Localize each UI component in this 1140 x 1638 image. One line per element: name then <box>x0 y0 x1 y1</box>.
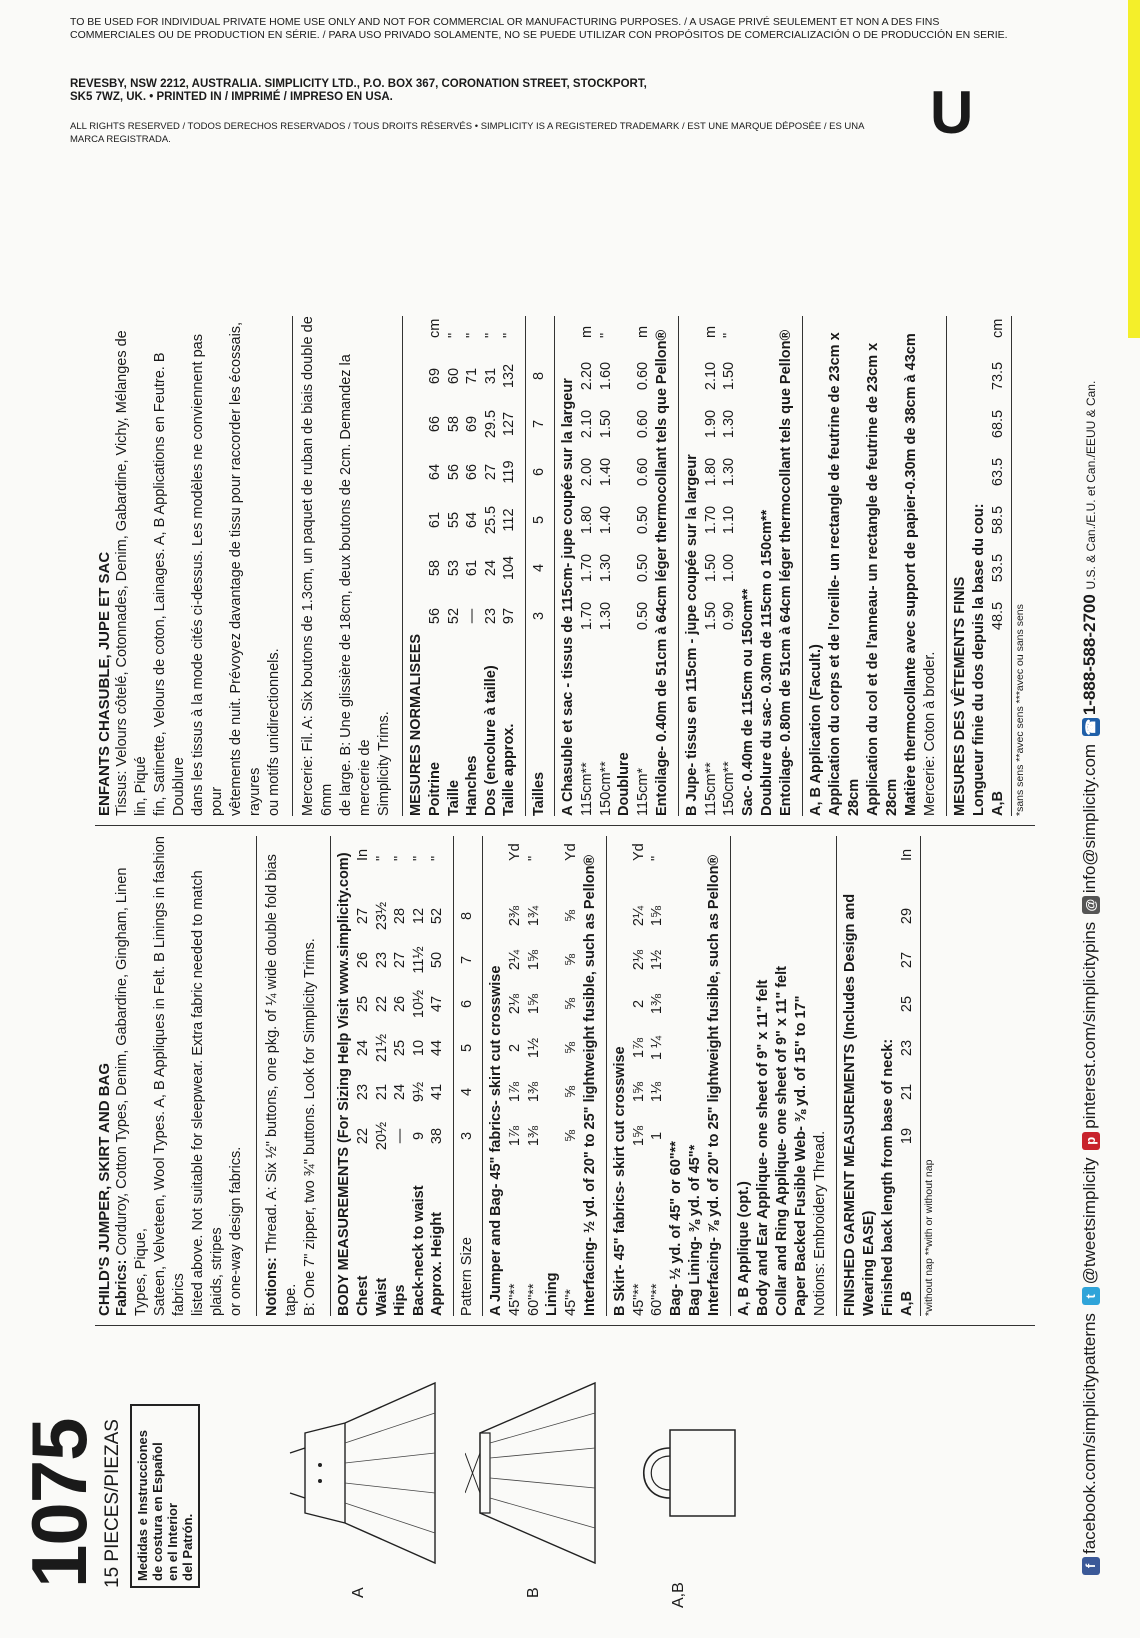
table-cell: 1.70 <box>579 553 595 583</box>
table-cell: 27 <box>355 907 371 925</box>
table-row <box>354 836 373 1316</box>
french-applique-line: Application du col et de l'anneau- un rectangle de feutrine de 23cm x 28cm <box>864 342 900 816</box>
row-label: 150cm** <box>597 761 614 816</box>
pattern-pieces: 15 PIECES/PIEZAS <box>102 1419 123 1588</box>
table-cell: 1.10 <box>721 505 737 535</box>
table-cell: 69 <box>464 415 480 433</box>
table-row <box>458 836 477 1316</box>
table-row <box>506 836 525 1316</box>
french-yardage-a-table <box>578 316 615 816</box>
unit-label: " <box>464 332 480 338</box>
spanish-instructions-note: Medidas e Instrucciones de costura en Español en el Interior del Patrón. <box>130 1404 200 1588</box>
unit-label: " <box>649 855 665 861</box>
jumper-sketch <box>285 1373 445 1573</box>
row-label: 45"* <box>563 1289 579 1316</box>
english-fabrics: Fabrics: Corduroy, Cotton Types, Denim, Gabardine, Gingham, Linen Types, Pique, Sateen, Velveteen, Wool Types. A, B Appliques in Felt. B Linings in fashion fabrics listed above. Not suitable for sleepwear. Extra fabric needed to match plaids, stripes or one-way design fabrics. <box>114 836 244 1316</box>
french-body-table <box>426 316 519 816</box>
table-cell: 2⅛ <box>507 993 523 1015</box>
table-cell: ⅝ <box>563 1085 579 1099</box>
pattern-number: 1075 <box>15 1418 103 1588</box>
table-cell: 0.50 <box>635 553 651 583</box>
unit-label: In <box>898 848 915 861</box>
table-cell: ⅝ <box>563 909 579 923</box>
table-row <box>482 316 501 816</box>
unit-label: cm <box>989 318 1006 338</box>
table-cell: 2.10 <box>579 409 595 439</box>
table-cell: 1.80 <box>579 505 595 535</box>
unit-label: Yd <box>563 843 579 861</box>
english-footnote: *without nap **with or without nap <box>923 1159 935 1316</box>
table-cell: 119 <box>501 460 517 484</box>
table-row <box>630 836 649 1316</box>
table-cell: 1½ <box>525 1037 542 1059</box>
table-cell: 73.5 <box>989 361 1006 391</box>
table-cell: 0.50 <box>635 601 651 631</box>
table-row <box>562 836 581 1316</box>
english-applique-line: Body and Ear Applique- one sheet of 9" x 11" felt <box>754 979 771 1316</box>
unit-label: " <box>392 855 408 861</box>
row-label: A,B <box>898 1291 915 1316</box>
table-row <box>445 316 464 816</box>
table-cell: 68.5 <box>989 409 1006 439</box>
table-cell: 4 <box>458 1087 475 1097</box>
table-cell: 26 <box>355 951 371 969</box>
table-cell: 19 <box>898 1127 915 1145</box>
row-label: 115cm** <box>702 762 719 816</box>
row-label: Taille <box>445 780 462 816</box>
phone-region: U.S. & Can./E.U. et Can./EEUU & Can. <box>1084 380 1098 590</box>
table-cell: 27 <box>392 951 408 969</box>
row-label: A,B <box>989 791 1006 816</box>
table-cell: 61 <box>427 511 443 529</box>
english-applique-line: Collar and Ring Applique- one sheet of 9" x 11" felt <box>773 966 790 1316</box>
row-label: 60"** <box>525 1283 542 1316</box>
table-cell: 48.5 <box>989 601 1006 631</box>
table-cell: 21½ <box>373 1033 390 1063</box>
table-cell: 63.5 <box>989 457 1006 487</box>
column-divider-middle <box>95 825 1035 826</box>
table-cell: 8 <box>458 911 475 921</box>
table-cell: 2⅛ <box>630 949 647 971</box>
table-cell: 1.70 <box>579 601 595 631</box>
table-cell: 1.80 <box>702 457 719 487</box>
table-cell: 58 <box>427 559 443 577</box>
english-yardage-a-title: A Jumper and Bag- 45" fabrics- skirt cut crosswise <box>488 965 504 1316</box>
table-cell: 132 <box>501 363 517 389</box>
table-cell: 6 <box>458 999 475 1009</box>
table-cell: 29 <box>898 907 915 925</box>
table-row <box>463 316 482 816</box>
table-cell: 0.60 <box>635 361 651 391</box>
table-cell: 25 <box>392 1039 408 1057</box>
table-cell: 1.30 <box>597 553 614 583</box>
view-label-b: B <box>525 1587 542 1598</box>
table-cell: 26 <box>392 995 408 1013</box>
table-cell: 0.50 <box>635 505 651 535</box>
pinterest-link[interactable]: pinterest.com/simplicitypins <box>1080 921 1099 1129</box>
table-cell: 31 <box>482 367 499 385</box>
table-cell: 60 <box>445 367 462 385</box>
table-cell: 58.5 <box>989 505 1006 535</box>
table-cell: 23 <box>898 1039 915 1057</box>
bag-sketch <box>630 1418 740 1528</box>
unit-label: " <box>373 855 390 861</box>
unit-label: m <box>702 325 719 338</box>
legal-notice: TO BE USED FOR INDIVIDUAL PRIVATE HOME USE ONLY AND NOT FOR COMMERCIAL OR MANUFACTURING PURPOSES. / A USAGE PRIVÉ SEULEMENT ET NON A DES FINS COMMERCIALES OU DE PRODUCTION EN SÉRIE. / PARA USO PRIVADO SOLAMENTE, NO SE PUEDE UTILIZAR CON PROPÓSITOS DE COMERCIALIZACIÓN O DE PRODUCCIÓN EN SERIE. <box>70 16 1008 41</box>
table-cell: 53 <box>445 559 462 577</box>
table-cell: 1 <box>649 1131 665 1141</box>
table-cell: 1⅝ <box>525 993 542 1015</box>
table-cell: 1.50 <box>721 361 737 391</box>
french-yardage-b-title: B Jupe- tissus en 115cm - jupe coupée sur la largeur <box>683 454 700 816</box>
table-cell: 23 <box>373 951 390 969</box>
row-label: Pattern Size <box>458 1237 475 1316</box>
english-body-title: BODY MEASUREMENTS (For Sizing Help Visit www.simplicity.com) <box>336 852 352 1316</box>
column-divider-left <box>95 1325 1035 1326</box>
table-cell: 2.10 <box>702 361 719 391</box>
row-label: Taille approx. <box>501 723 517 816</box>
english-applique-title: A, B Applique (opt.) <box>735 1181 752 1316</box>
unit-label: m <box>579 325 595 338</box>
unit-label: " <box>525 855 542 861</box>
row-label: Waist <box>373 1277 390 1316</box>
table-cell: 56 <box>427 607 443 625</box>
french-bag: Sac- 0.40m de 115cm ou 150cm** <box>739 588 756 816</box>
table-row <box>597 316 616 816</box>
table-cell: 24 <box>392 1083 408 1101</box>
french-title: ENFANTS CHASUBLE, JUPE ET SAC <box>96 551 113 816</box>
legal-address: REVESBY, NSW 2212, AUSTRALIA. SIMPLICITY LTD., P.O. BOX 367, CORONATION STREET, STOCKPORT, SK5 7WZ, UK. • PRINTED IN / IMPRIMÉ / IMPRESO EN USA. <box>70 78 647 103</box>
french-footnote: *sans sens **avec sens ***avec ou sans sens <box>1014 604 1026 816</box>
table-cell: 55 <box>445 511 462 529</box>
phone-icon: ☎ <box>1082 719 1098 736</box>
table-cell: 1.30 <box>597 601 614 631</box>
table-cell: 1⅛ <box>649 1081 665 1103</box>
table-cell: 69 <box>427 367 443 385</box>
table-cell: 2⅜ <box>507 905 523 927</box>
row-label: Dos (encolure à taille) <box>482 665 499 816</box>
table-cell: 0.60 <box>635 409 651 439</box>
french-applique-title: A, B Application (Facult.) <box>807 644 824 816</box>
row-label: 45"** <box>507 1283 523 1316</box>
table-cell: 1⅝ <box>630 1081 647 1103</box>
row-label: Back-neck to waist <box>410 1185 427 1316</box>
table-cell: 1 ¼ <box>649 1035 665 1061</box>
table-cell: 8 <box>530 371 547 381</box>
table-cell: 21 <box>373 1083 390 1101</box>
english-finished-title: FINISHED GARMENT MEASUREMENTS (Includes Design and Wearing EASE) <box>841 893 877 1316</box>
table-cell: 38 <box>429 1127 445 1145</box>
table-cell: 27 <box>482 463 499 481</box>
table-cell: 2.00 <box>579 457 595 487</box>
table-cell: 1.40 <box>597 457 614 487</box>
table-cell: 2¼ <box>630 905 647 927</box>
table-cell: 1⅜ <box>525 1125 542 1147</box>
table-cell: 52 <box>429 907 445 925</box>
table-cell: 7 <box>530 419 547 429</box>
table-cell: 44 <box>429 1039 445 1057</box>
table-cell: 6 <box>530 467 547 477</box>
table-cell: 1⅝ <box>525 949 542 971</box>
table-cell: 22 <box>373 995 390 1013</box>
table-row <box>720 316 739 816</box>
table-cell: 25 <box>355 995 371 1013</box>
table-cell: 1⅞ <box>507 1125 523 1147</box>
unit-label: " <box>410 855 427 861</box>
french-finished-subtitle: Longueur finie du dos depuis la base du cou: <box>970 503 987 816</box>
table-cell: 2.20 <box>579 361 595 391</box>
unit-label: " <box>721 332 737 338</box>
english-applique-line: Notions: Embroidery Thread. <box>811 1130 828 1316</box>
unit-label: " <box>597 332 614 338</box>
row-label: Poitrine <box>427 762 443 816</box>
english-bag-lining: Bag Lining- ⅜ yd. of 45"* <box>686 1144 703 1316</box>
legal-rights: ALL RIGHTS RESERVED / TODOS DERECHOS RESERVADOS / TOUS DROITS RÉSERVÉS • SIMPLICITY IS A REGISTERED TRADEMARK / EST UNE MARQUE DÉPOSÉE / ES UNA MARCA REGISTRADA. <box>70 121 864 145</box>
table-cell: 24 <box>355 1039 371 1057</box>
table-cell: 5 <box>458 1043 475 1053</box>
unit-label: Yd <box>507 843 523 861</box>
table-cell: 23 <box>482 607 499 625</box>
english-body-table <box>354 836 447 1316</box>
table-row <box>410 836 429 1316</box>
english-size-row <box>458 836 477 1316</box>
english-notions: Notions: Thread. A: Six ½" buttons, one pkg. of ¼ wide double fold bias tape. B: One 7" zipper, two ¾" buttons. Look for Simplicity Trims. <box>264 854 318 1316</box>
table-cell: 12 <box>410 907 427 925</box>
table-cell: 53.5 <box>989 553 1006 583</box>
table-cell: ⅝ <box>563 1129 579 1143</box>
table-cell: 21 <box>898 1083 915 1101</box>
unit-label: Yd <box>630 843 647 861</box>
table-cell: 58 <box>445 415 462 433</box>
table-cell: 1.30 <box>721 409 737 439</box>
row-label: 115cm* <box>635 767 651 816</box>
english-finished-subtitle: Finished back length from base of neck: <box>879 1038 896 1316</box>
table-cell: 64 <box>464 511 480 529</box>
facebook-icon: f <box>1082 1557 1100 1575</box>
unit-label: " <box>482 332 499 338</box>
table-cell: 1.50 <box>702 553 719 583</box>
pinterest-icon: p <box>1082 1132 1100 1150</box>
email-link[interactable]: info@simplicity.com <box>1080 743 1099 894</box>
table-cell: 10½ <box>410 989 427 1019</box>
table-cell: 1.40 <box>597 505 614 535</box>
table-cell: 29.5 <box>482 409 499 439</box>
table-row <box>898 836 917 1316</box>
table-row <box>578 316 597 816</box>
table-cell: 41 <box>429 1083 445 1101</box>
table-row <box>702 316 721 816</box>
french-finished-table <box>989 316 1008 816</box>
french-mercerie: Mercerie: Fil. A: Six boutons de 1.3cm, un paquet de ruban de biais double de 6mm de large. B: Une glissière de 18cm, deux boutons de 2cm. Demandez la mercerie de Simplicity Trims. <box>300 316 392 816</box>
social-links <box>1080 381 1100 1578</box>
email-icon: @ <box>1082 896 1100 914</box>
french-interfacing-b: Entoilage- 0.80m de 51cm à 64cm léger thermocollant tels que Pellon® <box>777 329 794 816</box>
table-row <box>634 316 653 816</box>
english-yardage-b-table <box>630 836 667 1316</box>
table-cell: 47 <box>429 995 445 1013</box>
table-cell: 0.90 <box>721 601 737 631</box>
table-cell: 71 <box>464 367 480 385</box>
table-cell: ⅝ <box>563 997 579 1011</box>
table-cell: 9 <box>410 1131 427 1141</box>
table-cell: 50 <box>429 951 445 969</box>
row-label: 115cm** <box>579 762 595 816</box>
phone-number: 1-888-588-2700 <box>1080 594 1099 716</box>
table-cell: 7 <box>458 955 475 965</box>
pattern-header-column <box>15 1328 1020 1608</box>
table-cell: 5 <box>530 515 547 525</box>
unit-label: cm <box>427 318 443 338</box>
row-label: Hanches <box>464 755 480 816</box>
table-cell: 1⅞ <box>630 1037 647 1059</box>
french-applique-line: Application du corps et de l'oreille- un rectangle de feutrine de 23cm x 28cm <box>826 332 862 816</box>
english-yardage-b-title: B Skirt- 45" fabrics- skirt cut crosswise <box>611 1046 628 1316</box>
table-row <box>648 836 667 1316</box>
unit-label: m <box>635 325 651 338</box>
table-cell: 28 <box>392 907 408 925</box>
table-row <box>426 316 445 816</box>
table-cell: 2¼ <box>507 949 523 971</box>
table-cell: 20½ <box>373 1121 390 1151</box>
french-lining-label: Doublure <box>616 752 632 816</box>
row-label: 60"** <box>649 1283 665 1316</box>
table-cell: 24 <box>482 559 499 577</box>
table-cell: 66 <box>427 415 443 433</box>
table-cell: 66 <box>464 463 480 481</box>
legal-block <box>60 8 1060 178</box>
english-lining-label: Lining <box>544 1272 560 1316</box>
french-applique-line: Matière thermocollante avec support de papier-0.30m de 38cm à 43cm <box>902 333 919 816</box>
french-tissus: Tissus: Velours côtelé, Cotonnades, Denim, Gabardine, Vichy, Mélanges de lin, Piqué fin, Satinette, Velours de coton, Lainages. A, B Applications en Feutre. B Doublure dans les tissus à la mode cités ci-dessus. Les modèles ne conviennent pas pour vêtements de nuit. Prévoyez davantage de tissu pour raccorder les écossais, rayures ou motifs unidirectionnels. <box>114 321 282 816</box>
table-cell: 25.5 <box>482 505 499 535</box>
table-cell: 9½ <box>410 1081 427 1103</box>
table-cell: 56 <box>445 463 462 481</box>
table-row <box>391 836 410 1316</box>
table-cell: 23 <box>355 1083 371 1101</box>
french-yardage-b-table <box>702 316 739 816</box>
french-applique-line: Mercerie: Coton à broder. <box>921 651 938 816</box>
table-cell: 1⅝ <box>630 1125 647 1147</box>
view-label-ab: A,B <box>670 1582 687 1608</box>
english-interfacing-a: Interfacing- ½ yd. of 20" to 25" lightweight fusible, such as Pellon® <box>581 854 598 1316</box>
french-section <box>96 316 1026 816</box>
table-cell: 112 <box>501 508 517 532</box>
table-cell: 25 <box>898 995 915 1013</box>
table-cell: 1¾ <box>525 905 542 927</box>
row-label: Chest <box>355 1275 371 1316</box>
table-row <box>530 316 549 816</box>
table-row <box>989 316 1008 816</box>
row-label: Tailles <box>530 771 547 816</box>
unit-label: " <box>501 332 517 338</box>
table-row <box>428 836 447 1316</box>
table-cell: 3 <box>458 1131 475 1141</box>
table-cell: 4 <box>530 563 547 573</box>
table-cell: 52 <box>445 607 462 625</box>
table-cell: 1.50 <box>702 601 719 631</box>
table-cell: 1.90 <box>702 409 719 439</box>
french-lining-table <box>634 316 653 816</box>
table-cell: — <box>464 608 480 624</box>
french-interfacing-a: Entoilage- 0.40m de 51cm à 64cm léger thermocollant tels que Pellon® <box>653 329 670 816</box>
row-label: Hips <box>392 1284 408 1316</box>
simplicity-logo-icon: U <box>930 79 974 146</box>
table-cell: 10 <box>410 1039 427 1057</box>
english-lining-table <box>562 836 581 1316</box>
table-cell: 1⅜ <box>525 1081 542 1103</box>
table-row <box>373 836 392 1316</box>
table-cell: 64 <box>427 463 443 481</box>
table-row <box>525 836 544 1316</box>
table-cell: 1⅜ <box>649 993 665 1015</box>
row-label: 150cm** <box>721 761 737 816</box>
table-cell: 27 <box>898 951 915 969</box>
english-finished-table <box>898 836 917 1316</box>
table-cell: 11½ <box>410 946 427 974</box>
table-cell: 22 <box>355 1127 371 1145</box>
facebook-link[interactable]: facebook.com/simplicitypatterns <box>1080 1313 1099 1554</box>
table-cell: 23½ <box>373 901 390 931</box>
table-cell: 3 <box>530 611 547 621</box>
table-cell: 2 <box>507 1043 523 1053</box>
table-cell: 61 <box>464 559 480 577</box>
english-yardage-a-table <box>506 836 543 1316</box>
english-bag: Bag- ½ yd. of 45" or 60"** <box>667 1141 684 1316</box>
table-cell: ⅝ <box>563 1041 579 1055</box>
english-section <box>96 836 935 1316</box>
table-cell: 2 <box>630 999 647 1009</box>
french-bag-lining: Doublure du sac- 0.30m de 115cm o 150cm** <box>758 509 775 816</box>
english-interfacing-b: Interfacing- ⅞ yd. of 20" to 25" lightweight fusible, such as Pellon® <box>705 854 722 1316</box>
table-cell: 1.50 <box>597 409 614 439</box>
french-mesures-title: MESURES NORMALISEES <box>408 633 424 816</box>
table-cell: 1⅝ <box>649 905 665 927</box>
french-size-row <box>530 316 549 816</box>
table-cell: 1.70 <box>702 505 719 535</box>
table-cell: 97 <box>501 607 517 625</box>
twitter-icon: t <box>1082 1287 1100 1305</box>
table-cell: 1.30 <box>721 457 737 487</box>
row-label: Approx. Height <box>429 1212 445 1316</box>
unit-label: " <box>445 332 462 338</box>
french-yardage-a-title: A Chasuble et sac - tissus de 115cm- jupe coupée sur la largeur <box>560 378 576 816</box>
french-finished-title: MESURES DES VÊTEMENTS FINIS <box>951 576 968 816</box>
table-cell: ⅝ <box>563 953 579 967</box>
table-cell: 127 <box>501 411 517 437</box>
table-cell: 104 <box>501 555 517 581</box>
table-cell: 1½ <box>649 949 665 971</box>
skirt-sketch <box>465 1373 605 1573</box>
unit-label: In <box>355 848 371 861</box>
table-row <box>500 316 519 816</box>
twitter-link[interactable]: @tweetsimplicity <box>1080 1157 1099 1285</box>
row-label: 45"** <box>630 1283 647 1316</box>
table-cell: 1⅞ <box>507 1081 523 1103</box>
table-cell: — <box>392 1128 408 1144</box>
table-cell: 1.60 <box>597 361 614 391</box>
table-cell: 0.60 <box>635 457 651 487</box>
view-label-a: A <box>350 1587 367 1598</box>
english-applique-line: Paper Backed Fusible Web- ⅜ yd. of 15" to 17" <box>792 995 809 1316</box>
highlight-strip <box>1128 0 1140 338</box>
english-title: CHILD'S JUMPER, SKIRT AND BAG <box>96 1062 113 1316</box>
table-cell: 1.00 <box>721 553 737 583</box>
unit-label: " <box>429 855 445 861</box>
